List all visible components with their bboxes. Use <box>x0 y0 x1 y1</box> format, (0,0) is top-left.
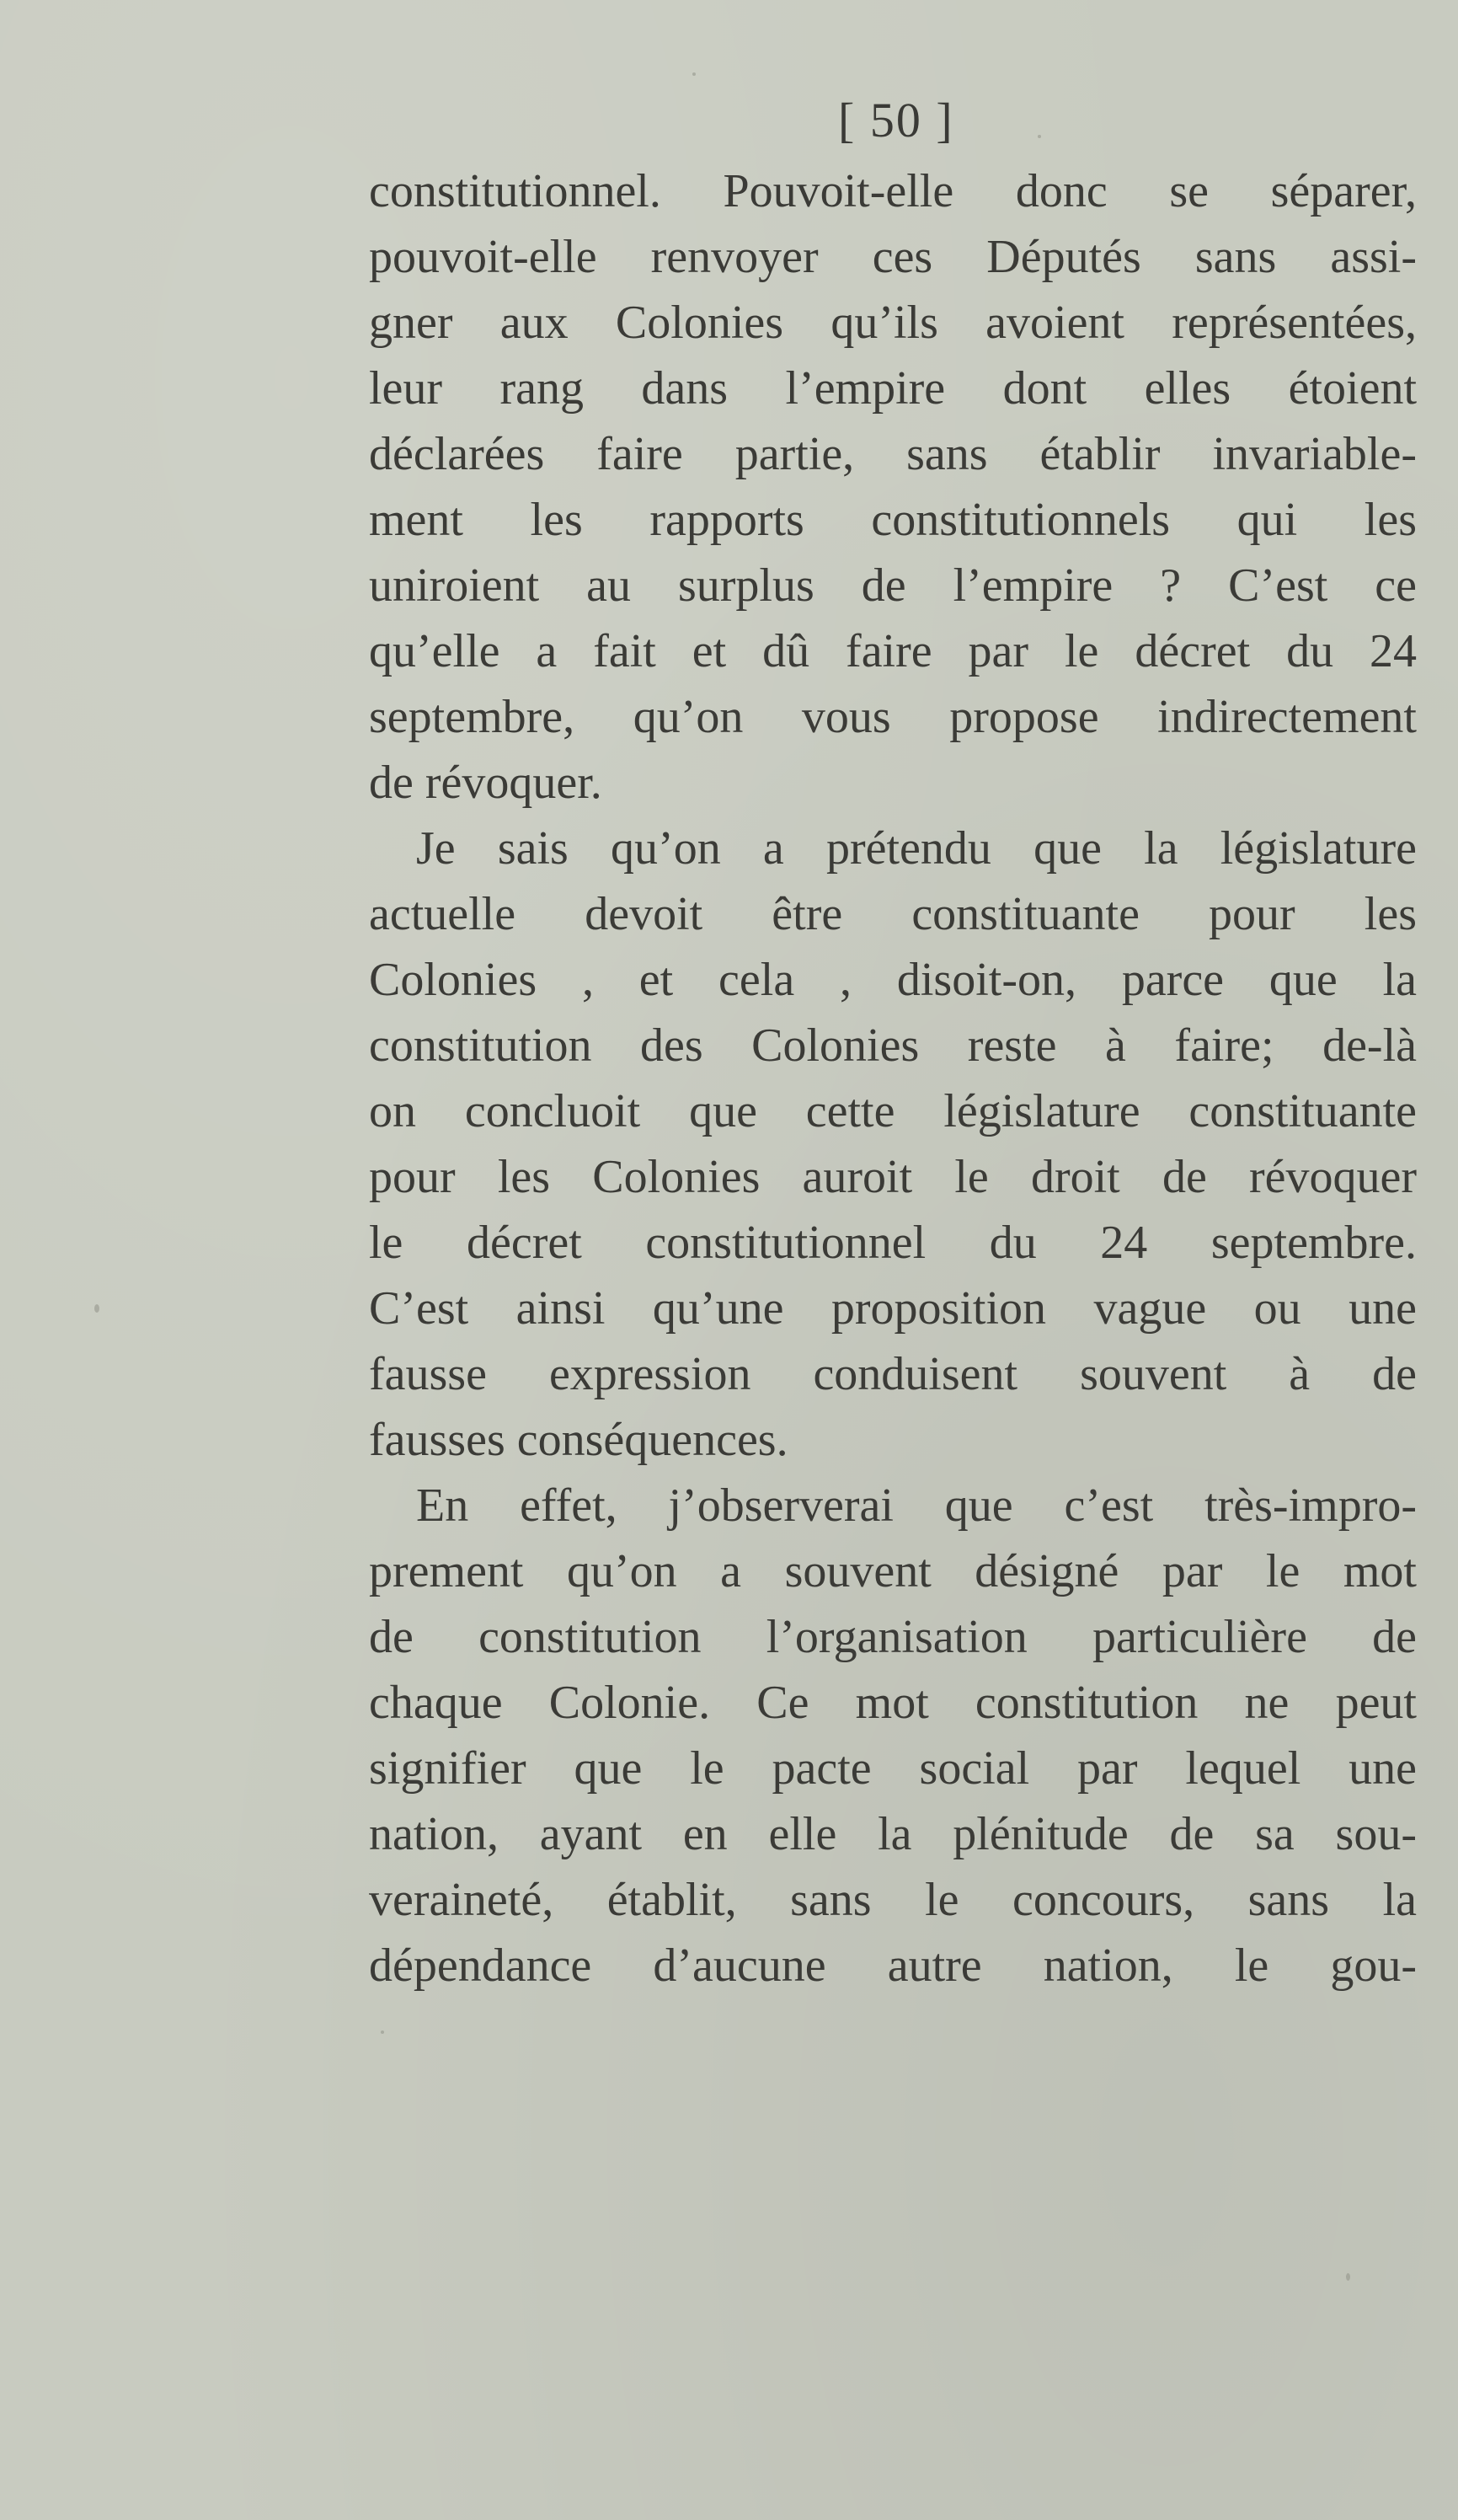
page-number: [ 50 ] <box>838 93 954 147</box>
text-line: uniroient au surplus de l’empire ? C’est ce <box>369 559 1417 612</box>
text-line: prement qu’on a souvent désigné par le mot <box>369 1545 1417 1597</box>
text-line: actuelle devoit être constituante pour les <box>369 888 1417 940</box>
text-line: pouvoit-elle renvoyer ces Députés sans assi- <box>369 231 1417 283</box>
text-line: leur rang dans l’empire dont elles étoient <box>369 362 1417 415</box>
text-line: fausses conséquences. <box>369 1414 788 1466</box>
text-line: constitution des Colonies reste à faire; de-là <box>369 1019 1417 1072</box>
text-line: veraineté, établit, sans le concours, sans la <box>369 1874 1417 1926</box>
paper-speck <box>94 1304 99 1313</box>
text-line: déclarées faire partie, sans établir invariable- <box>369 428 1417 480</box>
text-line: de constitution l’organisation particulière de <box>369 1611 1417 1663</box>
text-line: nation, ayant en elle la plénitude de sa sou- <box>369 1808 1417 1860</box>
text-line: Colonies , et cela , disoit-on, parce que la <box>369 954 1417 1006</box>
text-line: fausse expression conduisent souvent à de <box>369 1348 1417 1400</box>
text-line: chaque Colonie. Ce mot constitution ne peut <box>369 1677 1417 1729</box>
text-line: le décret constitutionnel du 24 septembre. <box>369 1217 1417 1269</box>
paper-speck <box>1346 2273 1350 2281</box>
text-line: qu’elle a fait et dû faire par le décret du 24 <box>369 625 1417 677</box>
text-line: constitutionnel. Pouvoit-elle donc se séparer, <box>369 165 1417 217</box>
text-line: C’est ainsi qu’une proposition vague ou une <box>369 1282 1417 1335</box>
text-line: ment les rapports constitutionnels qui les <box>369 494 1417 546</box>
paper-speck <box>1038 135 1041 138</box>
paper-speck <box>692 72 696 76</box>
body-text <box>369 158 1417 1998</box>
text-line: signifier que le pacte social par lequel une <box>369 1742 1417 1795</box>
text-line: Je sais qu’on a prétendu que la législature <box>416 822 1417 875</box>
paper-speck <box>381 2030 384 2034</box>
text-line: on concluoit que cette législature constituante <box>369 1085 1417 1137</box>
text-line: pour les Colonies auroit le droit de révoquer <box>369 1151 1417 1203</box>
text-line: En effet, j’observerai que c’est très-impro- <box>416 1479 1417 1532</box>
text-line: gner aux Colonies qu’ils avoient représentées, <box>369 297 1417 349</box>
text-line: septembre, qu’on vous propose indirectement <box>369 691 1417 743</box>
text-line: dépendance d’aucune autre nation, le gou- <box>369 1939 1417 1992</box>
text-line: de révoquer. <box>369 757 602 809</box>
